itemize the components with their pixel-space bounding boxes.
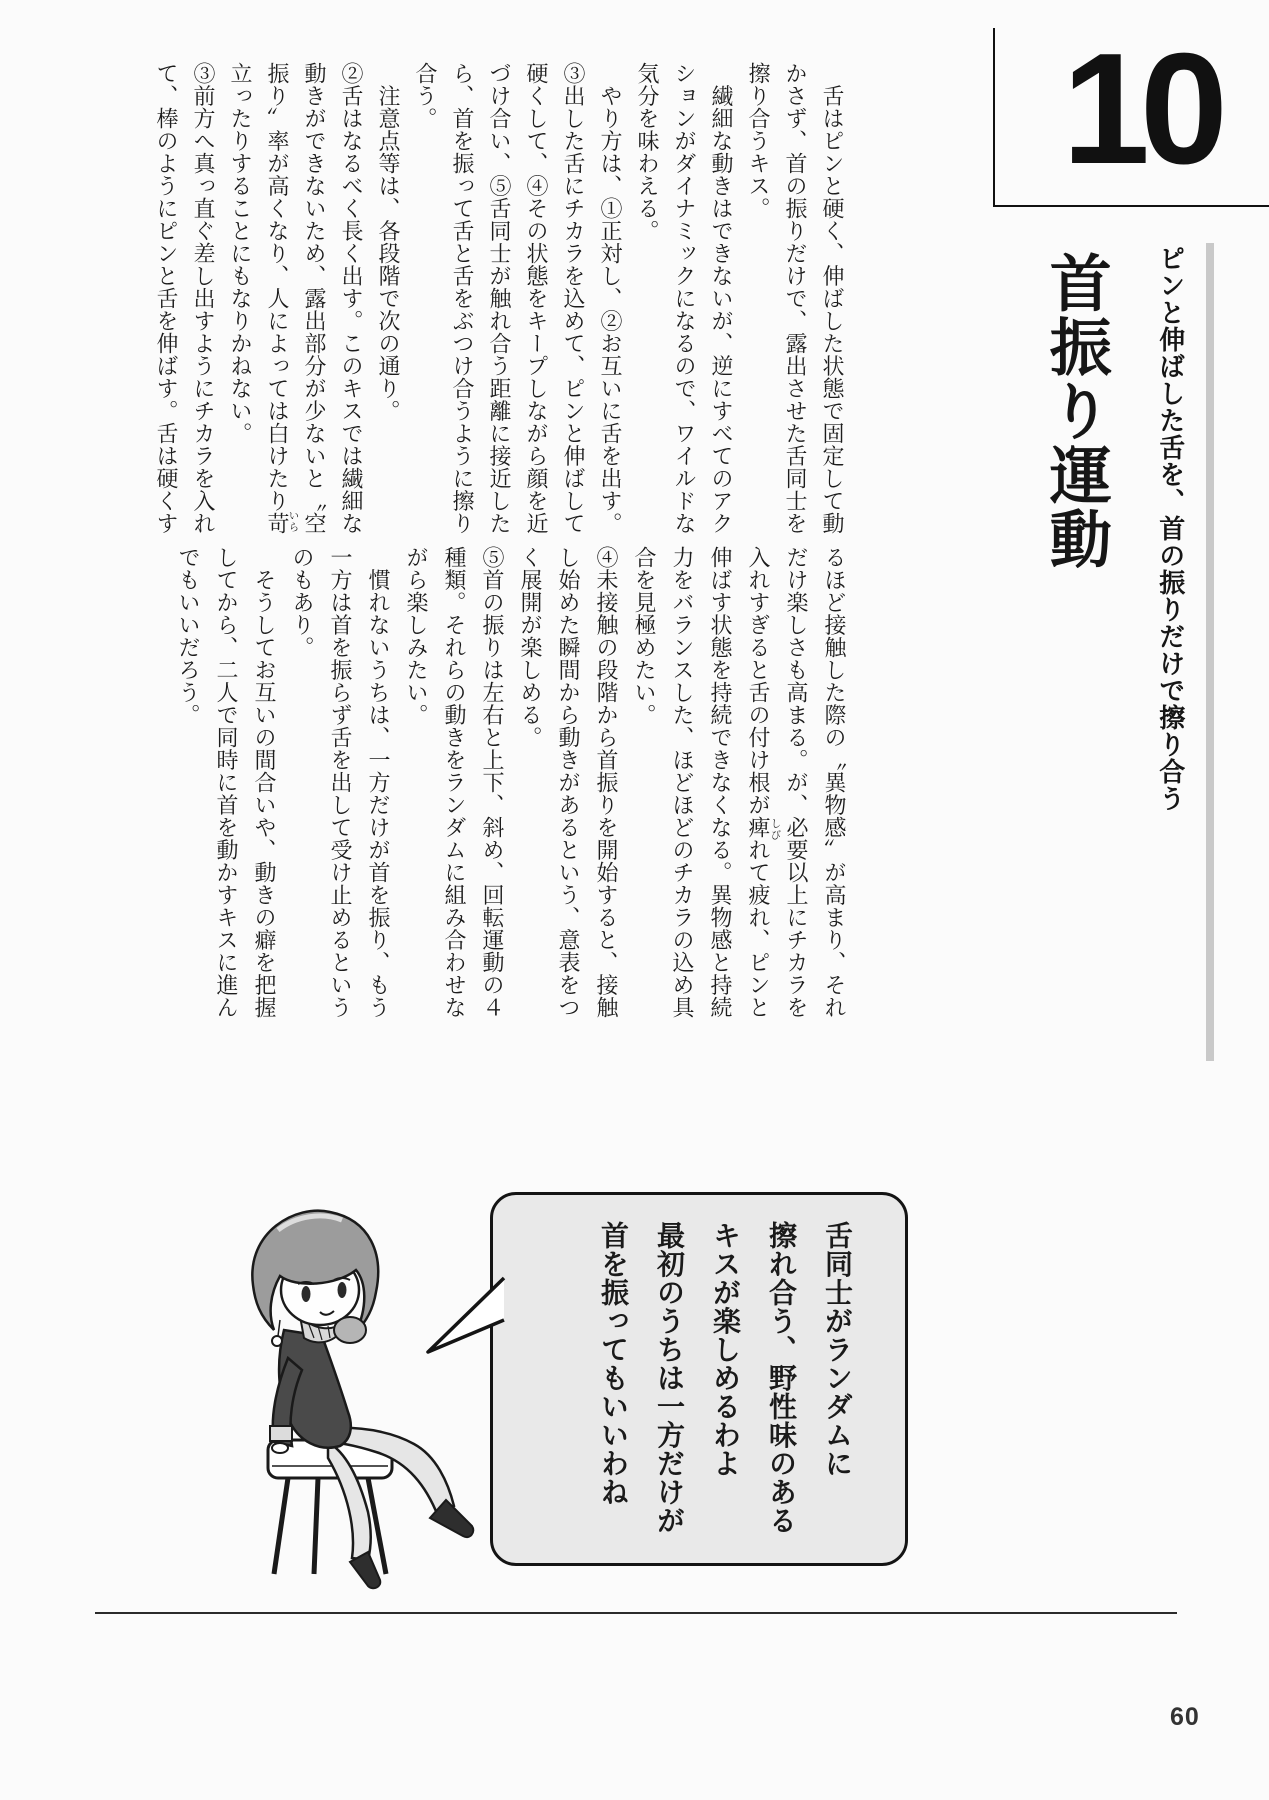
bubble-text-column: 最初のうちは一方だけが [654, 1221, 685, 1535]
text-column: ②舌はなるべく長く出す。このキスでは繊細な [339, 62, 364, 535]
text-column: ③出した舌にチカラを込めて、ピンと伸ばして [561, 62, 586, 535]
text-column: し始めた瞬間から動きがあるという、意表をつ [556, 546, 581, 1019]
text-column: のもあり。 [290, 546, 315, 659]
text-column: 繊細な動きはできないが、逆にすべてのアク [709, 62, 734, 535]
text-column: 種類。それらの動きをランダムに組み合わせな [442, 546, 467, 1019]
text-column: ④未接触の段階から首振りを開始すると、接触 [594, 546, 619, 1019]
speech-bubble-tail [420, 1272, 506, 1372]
text-column: してから、二人で同時に首を動かすキスに進ん [214, 546, 239, 1019]
body-text-block-2 [168, 546, 853, 1030]
text-column: そうしてお互いの間合いや、動きの癖を把握 [252, 546, 277, 1019]
text-column: でもいいだろう。 [176, 546, 201, 726]
chapter-number: 10 [1062, 21, 1218, 197]
furigana-ira: いら [287, 510, 300, 533]
text-column: 入れすぎると舌の付け根が痺れて疲れ、ピンと [746, 546, 771, 1019]
bubble-text-column: 舌同士がランダムに [822, 1221, 853, 1478]
text-column: 合う。 [413, 62, 438, 130]
text-column: やり方は、①正対し、②お互いに舌を出す。 [598, 62, 623, 535]
character-illustration [218, 1190, 500, 1590]
head [252, 1211, 378, 1346]
text-column: 硬くして、④その状態をキープしながら顔を近 [524, 62, 549, 535]
text-column: 動きができないため、露出部分が少ないと〝空 [302, 62, 327, 535]
text-column: て、棒のようにピンと舌を伸ばす。舌は硬くす [154, 62, 179, 535]
text-column: 気分を味わえる。 [635, 62, 660, 242]
bubble-text-column: キスが楽しめるわよ [710, 1221, 741, 1478]
bubble-text-column: 首を振ってもいいわね [598, 1221, 629, 1506]
speech-bubble-text [585, 1221, 865, 1543]
text-column: 合を見極めたい。 [632, 546, 657, 726]
furigana-shibi: しび [769, 818, 782, 841]
text-column: るほど接触した際の〝異物感〟が高まり、それ [822, 546, 847, 1019]
text-column: だけ楽しさも高まる。が、必要以上にチカラを [784, 546, 809, 1019]
text-column: ③前方へ真っ直ぐ差し出すようにチカラを入れ [191, 62, 216, 535]
text-column: く展開が楽しめる。 [518, 546, 543, 749]
text-column: 注意点等は、各段階で次の通り。 [376, 62, 401, 422]
text-column: 慣れないうちは、一方だけが首を振り、もう [366, 546, 391, 1019]
text-column: 伸ばす状態を持続できなくなる。異物感と持続 [708, 546, 733, 1019]
subtitle-accent-bar [1206, 243, 1214, 1061]
text-column: ションがダイナミックになるので、ワイルドな [672, 62, 697, 535]
page-title: 首振り運動 [1040, 251, 1110, 571]
page-number: 60 [1170, 1703, 1200, 1731]
speech-bubble [490, 1192, 908, 1566]
text-column: づけ合い、⑤舌同士が触れ合う距離に接近した [487, 62, 512, 535]
text-column: ら、首を振って舌と舌をぶつけ合うように擦り [450, 62, 475, 535]
text-column: がら楽しみたい。 [404, 546, 429, 726]
bubble-text-column: 擦れ合う、野性味のある [766, 1221, 797, 1535]
text-column: 振り〟率が高くなり、人によっては白けたり苛 [265, 62, 290, 535]
text-column: 擦り合うキス。 [746, 62, 771, 220]
footer-rule [95, 1612, 1177, 1614]
dress [270, 1330, 351, 1453]
text-column: かさず、首の振りだけで、露出させた舌同士を [783, 62, 808, 535]
page-subtitle: ピンと伸ばした舌を、首の振りだけで擦り合う [1155, 245, 1186, 812]
text-column: 舌はピンと硬く、伸ばした状態で固定して動 [820, 62, 845, 535]
text-column: 力をバランスした、ほどほどのチカラの込め具 [670, 546, 695, 1019]
text-column: 一方は首を振らず舌を出して受け止めるという [328, 546, 353, 1019]
body-text-block-1 [147, 62, 851, 538]
text-column: ⑤首の振りは左右と上下、斜め、回転運動の４ [480, 546, 505, 1019]
text-column: 立ったりすることにもなりかねない。 [228, 62, 253, 445]
